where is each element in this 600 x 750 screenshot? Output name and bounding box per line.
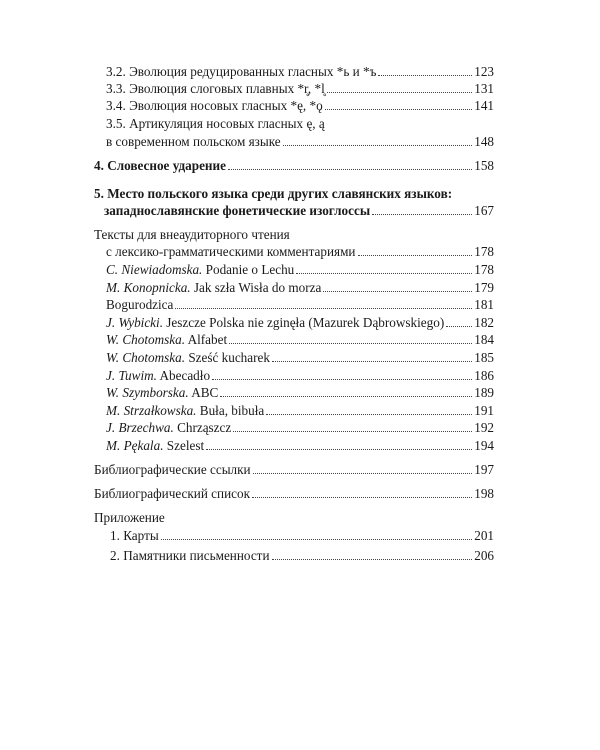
toc-entry[interactable] xyxy=(106,420,494,436)
toc-entry[interactable] xyxy=(110,548,494,564)
toc-chapter[interactable] xyxy=(104,203,494,219)
toc-entry-page: 186 xyxy=(474,368,494,383)
author: C. Niewiadomska. xyxy=(106,262,203,277)
dot-leader xyxy=(358,245,473,256)
toc-entry-label: Библиографический список xyxy=(94,486,251,501)
dot-leader xyxy=(252,487,472,498)
toc-entry[interactable] xyxy=(106,64,494,80)
author: W. Szymborska. xyxy=(106,385,189,400)
dot-leader xyxy=(228,159,472,170)
toc-entry-page: 141 xyxy=(474,98,494,113)
toc-entry-page: 178 xyxy=(474,244,494,259)
author: J. Wybicki. xyxy=(106,315,163,330)
toc-entry[interactable] xyxy=(106,438,494,454)
toc-entry-page: 182 xyxy=(474,315,494,330)
toc-entry-label: с лексико-грамматическими комментариями xyxy=(106,244,356,259)
toc-entry[interactable] xyxy=(106,280,494,296)
dot-leader xyxy=(229,333,472,344)
title: Szelest xyxy=(163,438,205,453)
title: Jak szła Wisła do morza xyxy=(190,280,322,295)
toc-chapter-page: 167 xyxy=(474,203,494,218)
dot-leader xyxy=(161,529,473,540)
toc-entry-page: 192 xyxy=(474,420,494,435)
toc-entry[interactable] xyxy=(106,368,494,384)
dot-leader xyxy=(220,386,472,397)
toc-entry-page: 148 xyxy=(474,134,494,149)
toc-entry-page: 197 xyxy=(474,462,494,477)
toc-entry-page: 184 xyxy=(474,332,494,347)
author: M. Konopnicka. xyxy=(106,280,191,295)
dot-leader xyxy=(372,204,472,215)
toc-entry-page: 206 xyxy=(474,548,494,563)
title: ABC xyxy=(188,385,219,400)
toc-entry-page: 191 xyxy=(474,403,494,418)
toc-chapter-label: 4. Словесное ударение xyxy=(94,158,226,173)
toc-entry-label-line1: 3.5. Артикуляция носовых гласных ę, ą xyxy=(106,116,325,131)
toc-entry[interactable] xyxy=(94,462,494,478)
dot-leader xyxy=(378,65,472,76)
dot-leader xyxy=(175,298,472,309)
toc-entry-page: 185 xyxy=(474,350,494,365)
toc-entry[interactable] xyxy=(94,486,494,502)
title: Chrząszcz xyxy=(173,420,232,435)
toc-entry[interactable] xyxy=(106,332,494,348)
title: Podanie o Lechu xyxy=(202,262,295,277)
dot-leader xyxy=(233,421,472,432)
toc-entry-label: 3.4. Эволюция носовых гласных *ę, *ǫ xyxy=(106,98,323,113)
toc-entry-page: 194 xyxy=(474,438,494,453)
dot-leader xyxy=(327,82,472,93)
dot-leader xyxy=(283,135,473,146)
dot-leader xyxy=(325,99,473,110)
toc-entry[interactable] xyxy=(106,297,494,313)
toc-entry[interactable] xyxy=(106,81,494,97)
toc-entry-page: 179 xyxy=(474,280,494,295)
toc-entry[interactable] xyxy=(106,403,494,419)
dot-leader xyxy=(272,549,473,560)
author: J. Brzechwa. xyxy=(106,420,174,435)
toc-entry[interactable] xyxy=(106,385,494,401)
toc-entry-page: 131 xyxy=(474,81,494,96)
toc-chapter-page: 158 xyxy=(474,158,494,173)
toc-entry-label: 1. Карты xyxy=(110,528,159,543)
toc-chapter-label-line2: западнославянские фонетические изоглоссы xyxy=(104,203,371,218)
toc-entry[interactable] xyxy=(110,528,494,544)
title: Abecadło xyxy=(156,368,211,383)
section-title: Тексты для внеаудиторного чтения xyxy=(94,227,290,242)
toc-entry-page: 123 xyxy=(474,64,494,79)
toc-entry-label-line2: в современном польском языке xyxy=(106,134,281,149)
toc-entry[interactable] xyxy=(106,244,494,260)
title: Sześć kucharek xyxy=(185,350,270,365)
dot-leader xyxy=(323,281,472,292)
author: W. Chotomska. xyxy=(106,350,186,365)
toc-chapter-label-line1: 5. Место польского языка среди других славянских языков: xyxy=(94,186,453,201)
author: M. Pękala. xyxy=(106,438,164,453)
dot-leader xyxy=(212,369,472,380)
toc-entry[interactable] xyxy=(106,262,494,278)
dot-leader xyxy=(296,263,472,274)
author: W. Chotomska. xyxy=(106,332,186,347)
toc-entry-page: 178 xyxy=(474,262,494,277)
dot-leader xyxy=(272,351,472,362)
toc-entry[interactable] xyxy=(106,350,494,366)
toc-entry[interactable] xyxy=(106,98,494,114)
title: Bogurodzica xyxy=(106,297,174,312)
toc-entry[interactable] xyxy=(106,134,494,150)
title: Alfabet xyxy=(185,332,228,347)
title: Jeszcze Polska nie zginęła (Mazurek Dąbrowskiego) xyxy=(163,315,445,330)
dot-leader xyxy=(253,463,473,474)
toc-entry[interactable] xyxy=(106,315,494,331)
toc-entry-label: 3.3. Эволюция слоговых плавных *r̥, *l̥ xyxy=(106,81,325,96)
section-title: Приложение xyxy=(94,510,165,525)
dot-leader xyxy=(446,316,472,327)
dot-leader xyxy=(206,439,472,450)
toc-chapter[interactable] xyxy=(94,158,494,174)
toc-entry-page: 201 xyxy=(474,528,494,543)
toc-entry-page: 181 xyxy=(474,297,494,312)
title: Buła, bibuła xyxy=(196,403,265,418)
dot-leader xyxy=(266,404,472,415)
author: J. Tuwim. xyxy=(106,368,157,383)
toc-entry-page: 198 xyxy=(474,486,494,501)
toc-entry-label: 3.2. Эволюция редуцированных гласных *ь и *ъ xyxy=(106,64,377,79)
toc-entry-page: 189 xyxy=(474,385,494,400)
toc-entry-label: 2. Памятники письменности xyxy=(110,548,270,563)
toc-entry-label: Библиографические ссылки xyxy=(94,462,251,477)
author: M. Strzałkowska. xyxy=(106,403,197,418)
